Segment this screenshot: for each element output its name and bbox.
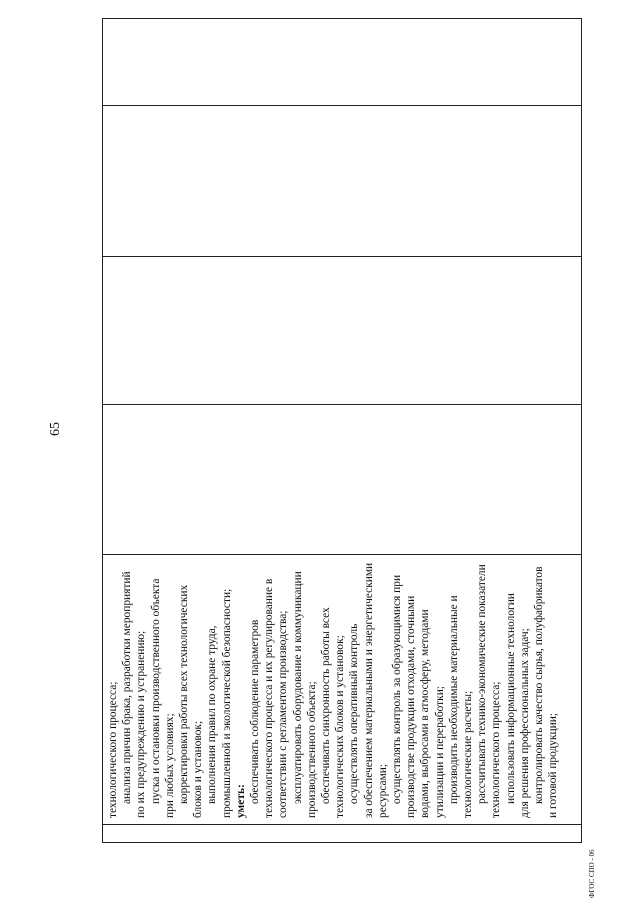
text-line: осуществлять оперативный контроль bbox=[348, 623, 361, 804]
text-line: обеспечивать соблюдение параметров bbox=[249, 619, 262, 804]
text-line: технологические расчеты; bbox=[462, 690, 475, 818]
text-line: водами, выбросами в атмосферу, методами bbox=[419, 609, 432, 818]
text-line: производстве продукции отходами, сточными bbox=[405, 595, 418, 818]
table-cell-index bbox=[103, 824, 581, 842]
table-cell-description bbox=[103, 554, 581, 824]
text-line: ресурсами; bbox=[376, 763, 389, 818]
text-line: производить необходимые материальные и bbox=[447, 595, 460, 804]
table-cell-5 bbox=[103, 105, 581, 256]
table-row bbox=[103, 19, 581, 842]
text-line: за обеспечением материальными и энергетическими bbox=[362, 562, 375, 818]
text-line: технологического процесса; bbox=[490, 681, 503, 818]
text-line: осуществлять контроль за образующимися при bbox=[391, 574, 404, 804]
text-line: выполнения правил по охране труда, bbox=[206, 625, 219, 804]
text-line: при любых условиях; bbox=[163, 713, 176, 818]
page-number: 65 bbox=[48, 422, 63, 436]
text-line: блоков и установок; bbox=[192, 720, 205, 818]
text-line: пуска и остановки производственного объекта bbox=[149, 578, 162, 804]
text-line: технологического процесса; bbox=[107, 681, 119, 818]
text-line: анализа причин брака, разработки мероприятий bbox=[121, 571, 134, 804]
text-line: технологического процесса и их регулирование в bbox=[263, 578, 276, 818]
text-line: и готовой продукции; bbox=[547, 713, 560, 818]
text-line: утилизации и переработки; bbox=[433, 686, 446, 818]
text-line: обеспечивать синхронность работы всех bbox=[320, 607, 333, 804]
text-line: технологических блоков и установок; bbox=[334, 635, 347, 818]
text-line: контролировать качество сырья, полуфабрикатов bbox=[533, 566, 546, 804]
table-cell-3 bbox=[103, 404, 581, 554]
table-cell-4 bbox=[103, 256, 581, 404]
text-line: соответствии с регламентом производства; bbox=[277, 610, 290, 818]
text-line: корректировки работы всех технологических bbox=[178, 584, 191, 804]
text-line: использовать информационные технологии bbox=[504, 593, 517, 804]
table-cell-6 bbox=[103, 19, 581, 105]
footer-code: ФГОС СПО - 06 bbox=[588, 849, 596, 898]
text-line: промышленной и экологической безопасности; bbox=[220, 588, 233, 818]
text-line: уметь: bbox=[234, 784, 247, 818]
text-line: для решения профессиональных задач; bbox=[518, 628, 531, 818]
text-line: эксплуатировать оборудование и коммуникации bbox=[291, 571, 304, 804]
text-line: производственного объекта; bbox=[305, 681, 318, 818]
text-line: по их предупреждению и устранению; bbox=[135, 630, 148, 818]
text-line: рассчитывать технико-экономические показатели bbox=[476, 564, 489, 804]
competency-table bbox=[102, 18, 582, 843]
